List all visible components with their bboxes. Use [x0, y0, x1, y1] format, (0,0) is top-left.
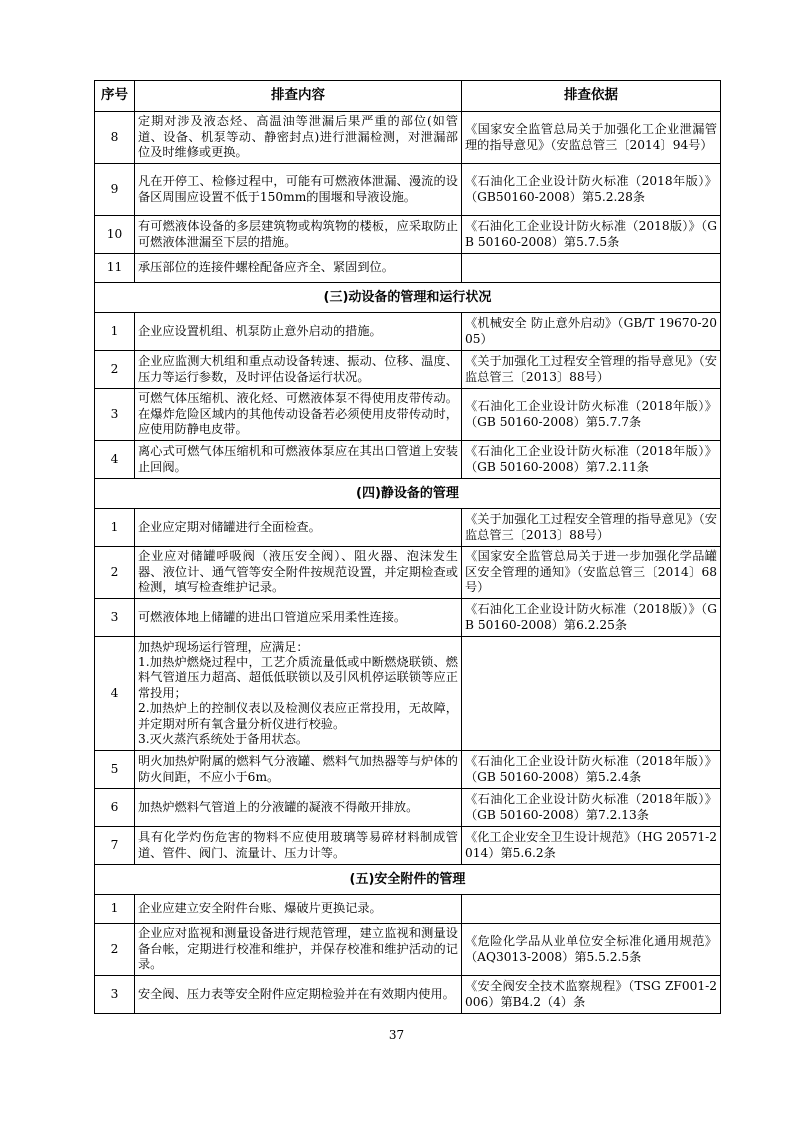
- row-content: 具有化学灼伤危害的物料不应使用玻璃等易碎材料制成管道、管件、阀门、流量计、压力计等。: [135, 827, 462, 865]
- row-number: 1: [95, 313, 135, 351]
- row-number: 5: [95, 751, 135, 789]
- row-content: 加热炉燃料气管道上的分液罐的凝液不得敞开排放。: [135, 789, 462, 827]
- row-basis: [462, 895, 721, 924]
- row-basis: 《关于加强化工过程安全管理的指导意见》（安监总管三〔2013〕88号）: [462, 351, 721, 389]
- row-content: 承压部位的连接件螺栓配备应齐全、紧固到位。: [135, 254, 462, 283]
- row-basis: 《国家安全监管总局关于进一步加强化学品罐区安全管理的通知》（安监总管三〔2014〕68号）: [462, 547, 721, 599]
- row-basis: [462, 637, 721, 751]
- table-header-row: [95, 81, 721, 112]
- row-content: 离心式可燃气体压缩机和可燃液体泵应在其出口管道上安装止回阀。: [135, 441, 462, 479]
- header-serial-number: 序号: [95, 81, 135, 112]
- row-number: 10: [95, 216, 135, 254]
- table-row: [95, 751, 721, 789]
- row-basis: 《石油化工企业设计防火标准（2018版）》（GB 50160-2008）第5.7.5条: [462, 216, 721, 254]
- inspection-table-sheet: [94, 80, 720, 1014]
- row-basis: 《石油化工企业设计防火标准（2018年版）》（GB 50160-2008）第5.2.4条: [462, 751, 721, 789]
- row-basis: [462, 254, 721, 283]
- row-basis: 《石油化工企业设计防火标准（2018年版）》（GB 50160-2008）第7.2.11条: [462, 441, 721, 479]
- page-number: 37: [388, 1028, 405, 1042]
- row-number: 7: [95, 827, 135, 865]
- row-basis: 《石油化工企业设计防火标准（2018年版）》（GB 50160-2008）第5.7.7条: [462, 389, 721, 441]
- row-content: 企业应监测大机组和重点动设备转速、振动、位移、温度、压力等运行参数，及时评估设备运行状况。: [135, 351, 462, 389]
- inspection-table: [94, 80, 721, 1014]
- row-basis: 《关于加强化工过程安全管理的指导意见》（安监总管三〔2013〕88号）: [462, 509, 721, 547]
- table-body: [95, 112, 721, 1014]
- table-row: [95, 509, 721, 547]
- row-content: 可燃液体地上储罐的进出口管道应采用柔性连接。: [135, 599, 462, 637]
- row-number: 4: [95, 637, 135, 751]
- table-row: [95, 895, 721, 924]
- table-row: [95, 216, 721, 254]
- row-basis: 《化工企业安全卫生设计规范》（HG 20571-2014）第5.6.2条: [462, 827, 721, 865]
- table-row: [95, 789, 721, 827]
- row-number: 2: [95, 351, 135, 389]
- row-content: 企业应建立安全附件台账、爆破片更换记录。: [135, 895, 462, 924]
- table-row: [95, 924, 721, 976]
- table-row: [95, 827, 721, 865]
- row-number: 11: [95, 254, 135, 283]
- section-heading-row: [95, 283, 721, 313]
- content-line: 2.加热炉上的控制仪表以及检测仪表应正常投用，无故障，并定期对所有氧含量分析仪进行校验。: [138, 701, 458, 731]
- row-number: 3: [95, 976, 135, 1014]
- row-basis: 《危险化学品从业单位安全标准化通用规范》（AQ3013-2008）第5.5.2.5条: [462, 924, 721, 976]
- table-row: [95, 389, 721, 441]
- table-row: [95, 313, 721, 351]
- row-content: 安全阀、压力表等安全附件应定期检验并在有效期内使用。: [135, 976, 462, 1014]
- row-content: 企业应对储罐呼吸阀（液压安全阀）、阻火器、泡沫发生器、液位计、通气管等安全附件按规范设置，并定期检查或检测，填写检查维护记录。: [135, 547, 462, 599]
- table-row: [95, 637, 721, 751]
- table-row: [95, 976, 721, 1014]
- row-number: 8: [95, 112, 135, 164]
- row-content: 凡在开停工、检修过程中，可能有可燃液体泄漏、漫流的设备区周围应设置不低于150mm的围堰和导液设施。: [135, 164, 462, 216]
- table-row: [95, 351, 721, 389]
- row-basis: 《机械安全 防止意外启动》（GB/T 19670-2005）: [462, 313, 721, 351]
- row-number: 6: [95, 789, 135, 827]
- content-line: 3.灭火蒸汽系统处于备用状态。: [138, 732, 309, 747]
- row-content: 企业应对监视和测量设备进行规范管理，建立监视和测量设备台帐，定期进行校准和维护，并保存校准和维护活动的记录。: [135, 924, 462, 976]
- row-number: 2: [95, 547, 135, 599]
- row-content: 企业应设置机组、机泵防止意外启动的措施。: [135, 313, 462, 351]
- table-row: [95, 254, 721, 283]
- table-row: [95, 441, 721, 479]
- row-number: 4: [95, 441, 135, 479]
- table-row: [95, 547, 721, 599]
- table-row: [95, 164, 721, 216]
- row-content: 定期对涉及液态烃、高温油等泄漏后果严重的部位(如管道、设备、机泵等动、静密封点)进行泄漏检测，对泄漏部位及时维修或更换。: [135, 112, 462, 164]
- row-basis: 《石油化工企业设计防火标准（2018年版）》（GB 50160-2008）第7.2.13条: [462, 789, 721, 827]
- row-content: 可燃气体压缩机、液化烃、可燃液体泵不得使用皮带传动。在爆炸危险区域内的其他传动设备若必须使用皮带传动时，应使用防静电皮带。: [135, 389, 462, 441]
- section-title: (五)安全附件的管理: [95, 865, 721, 895]
- row-number: 3: [95, 599, 135, 637]
- section-heading-row: [95, 479, 721, 509]
- row-content: [135, 637, 462, 751]
- row-basis: 《石油化工企业设计防火标准（2018版）》（GB 50160-2008）第6.2.25条: [462, 599, 721, 637]
- section-title: (三)动设备的管理和运行状况: [95, 283, 721, 313]
- row-number: 2: [95, 924, 135, 976]
- row-content: 有可燃液体设备的多层建筑物或构筑物的楼板，应采取防止可燃液体泄漏至下层的措施。: [135, 216, 462, 254]
- row-basis: 《石油化工企业设计防火标准（2018年版）》（GB50160-2008）第5.2.28条: [462, 164, 721, 216]
- header-inspection-basis: 排查依据: [462, 81, 721, 112]
- content-line: 加热炉现场运行管理，应满足：: [138, 639, 309, 654]
- row-number: 1: [95, 509, 135, 547]
- row-content: 明火加热炉附属的燃料气分液罐、燃料气加热器等与炉体的防火间距，不应小于6m。: [135, 751, 462, 789]
- section-heading-row: [95, 865, 721, 895]
- table-row: [95, 599, 721, 637]
- section-title: (四)静设备的管理: [95, 479, 721, 509]
- header-inspection-content: 排查内容: [135, 81, 462, 112]
- row-number: 9: [95, 164, 135, 216]
- row-content: 企业应定期对储罐进行全面检查。: [135, 509, 462, 547]
- row-basis: 《国家安全监管总局关于加强化工企业泄漏管理的指导意见》（安监总管三〔2014〕94号）: [462, 112, 721, 164]
- content-line: 1.加热炉燃烧过程中，工艺介质流量低或中断燃烧联锁、燃料气管道压力超高、超低低联锁以及引风机停运联锁等应正常投用；: [138, 654, 458, 700]
- row-number: 1: [95, 895, 135, 924]
- table-row: [95, 112, 721, 164]
- row-number: 3: [95, 389, 135, 441]
- row-basis: 《安全阀安全技术监察规程》（TSG ZF001-2006）第B4.2（4）条: [462, 976, 721, 1014]
